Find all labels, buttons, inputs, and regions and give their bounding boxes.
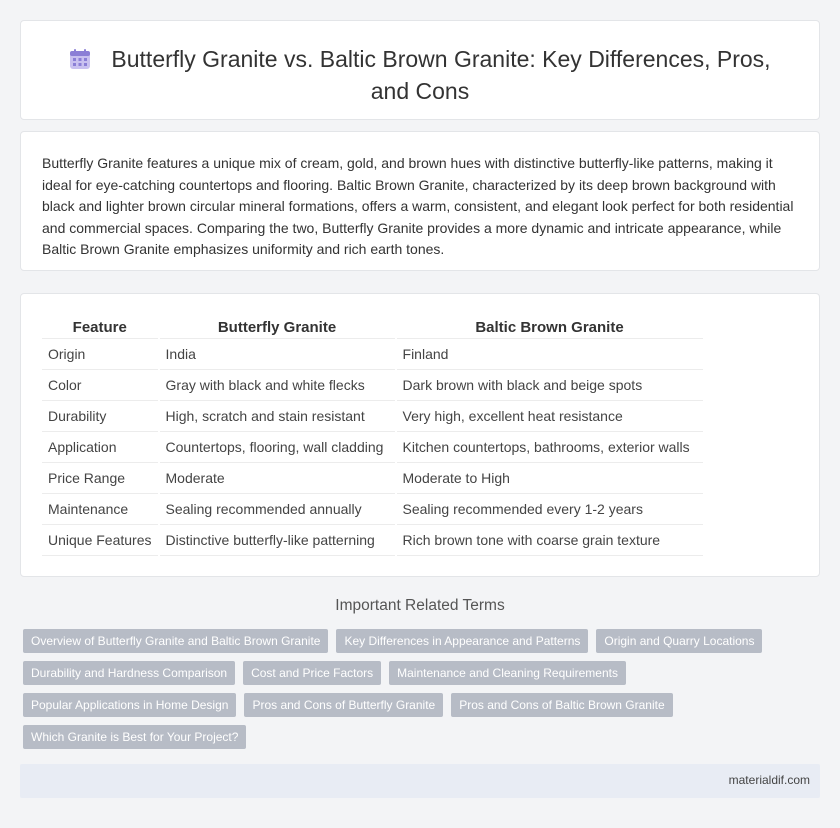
related-term-tag[interactable]: Pros and Cons of Baltic Brown Granite	[451, 693, 672, 717]
baltic-cell: Kitchen countertops, bathrooms, exterior walls	[396, 431, 703, 462]
tag-row	[23, 629, 783, 653]
related-terms-heading: Important Related Terms	[335, 597, 505, 614]
header-card	[20, 20, 820, 120]
intro-card	[20, 131, 820, 271]
table-row	[42, 369, 703, 400]
table-row	[42, 493, 703, 524]
butterfly-cell: Gray with black and white flecks	[159, 369, 396, 400]
tag-row	[23, 661, 783, 685]
footer-site-link[interactable]: materialdif.com	[728, 773, 810, 787]
feature-cell: Application	[42, 431, 159, 462]
related-term-tag[interactable]: Key Differences in Appearance and Patterns	[336, 629, 588, 653]
related-term-tag[interactable]: Origin and Quarry Locations	[596, 629, 762, 653]
related-term-tag[interactable]: Maintenance and Cleaning Requirements	[389, 661, 626, 685]
page-title: Butterfly Granite vs. Baltic Brown Granite: Key Differences, Pros, and Cons	[111, 46, 771, 104]
baltic-cell: Sealing recommended every 1-2 years	[396, 493, 703, 524]
tag-row	[23, 725, 783, 749]
calendar-grid-icon	[69, 48, 91, 70]
table-row	[42, 431, 703, 462]
baltic-cell: Finland	[396, 338, 703, 369]
butterfly-cell: Countertops, flooring, wall cladding	[159, 431, 396, 462]
related-terms-tags	[23, 629, 783, 757]
feature-cell: Price Range	[42, 462, 159, 493]
feature-cell: Durability	[42, 400, 159, 431]
butterfly-cell: Moderate	[159, 462, 396, 493]
table-row	[42, 462, 703, 493]
table-header-row	[42, 316, 703, 338]
butterfly-cell: India	[159, 338, 396, 369]
related-term-tag[interactable]: Cost and Price Factors	[243, 661, 381, 685]
baltic-cell: Moderate to High	[396, 462, 703, 493]
related-term-tag[interactable]: Durability and Hardness Comparison	[23, 661, 235, 685]
related-term-tag[interactable]: Pros and Cons of Butterfly Granite	[244, 693, 443, 717]
tag-row	[23, 693, 783, 717]
comparison-table-card	[20, 293, 820, 577]
related-term-tag[interactable]: Which Granite is Best for Your Project?	[23, 725, 246, 749]
butterfly-cell: Distinctive butterfly-like patterning	[159, 524, 396, 555]
related-term-tag[interactable]: Popular Applications in Home Design	[23, 693, 236, 717]
related-term-tag[interactable]: Overview of Butterfly Granite and Baltic Brown Granite	[23, 629, 328, 653]
comparison-table	[42, 316, 703, 556]
header-feature: Feature	[42, 316, 159, 338]
table-row	[42, 400, 703, 431]
feature-cell: Color	[42, 369, 159, 400]
header-butterfly-granite: Butterfly Granite	[159, 316, 396, 338]
intro-paragraph: Butterfly Granite features a unique mix of cream, gold, and brown hues with distinctive butterfly-like patterns, making it ideal for eye-catching countertops and flooring. Baltic Brown Granite, characterized by its deep brown background with black and lighter brown circular mineral formations, offers a warm, consistent, and elegant look perfect for both residential and commercial spaces. Comparing the two, Butterfly Granite provides a more dynamic and intricate appearance, while Baltic Brown Granite emphasizes uniformity and rich earth tones.	[42, 155, 794, 257]
baltic-cell: Dark brown with black and beige spots	[396, 369, 703, 400]
feature-cell: Unique Features	[42, 524, 159, 555]
butterfly-cell: Sealing recommended annually	[159, 493, 396, 524]
feature-cell: Origin	[42, 338, 159, 369]
table-row	[42, 338, 703, 369]
feature-cell: Maintenance	[42, 493, 159, 524]
table-row	[42, 524, 703, 555]
header-baltic-brown-granite: Baltic Brown Granite	[396, 316, 703, 338]
baltic-cell: Rich brown tone with coarse grain texture	[396, 524, 703, 555]
footer	[20, 764, 820, 798]
title-row	[21, 43, 819, 107]
butterfly-cell: High, scratch and stain resistant	[159, 400, 396, 431]
baltic-cell: Very high, excellent heat resistance	[396, 400, 703, 431]
